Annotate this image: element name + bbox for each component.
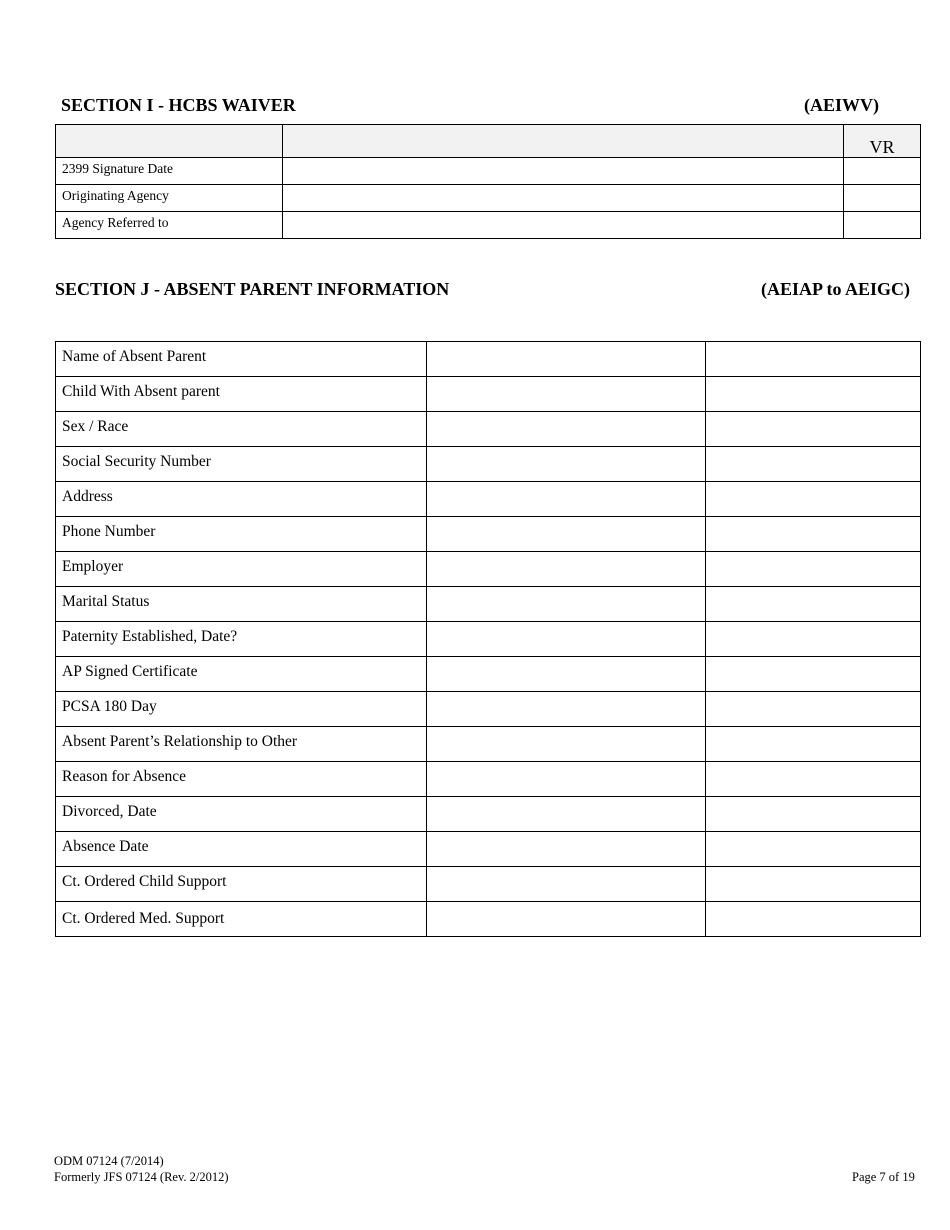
table-row xyxy=(56,867,921,902)
name-of-absent-parent-field-2[interactable] xyxy=(706,342,921,377)
table-row xyxy=(56,185,921,212)
row-label-agency-referred-to: Agency Referred to xyxy=(56,212,283,239)
agency-referred-to-field[interactable] xyxy=(283,212,844,239)
section-i-code: (AEIWV) xyxy=(804,95,879,115)
table-row xyxy=(56,412,921,447)
ct-ordered-child-support-field-1[interactable] xyxy=(427,867,706,902)
hcbs-waiver-table xyxy=(55,124,921,239)
child-with-absent-parent-field-2[interactable] xyxy=(706,377,921,412)
form-number: ODM 07124 (7/2014) xyxy=(54,1154,164,1168)
table-row xyxy=(56,552,921,587)
table-row xyxy=(56,692,921,727)
paternity-established-date-field-2[interactable] xyxy=(706,622,921,657)
address-field-2[interactable] xyxy=(706,482,921,517)
row-label-name-of-absent-parent: Name of Absent Parent xyxy=(56,342,427,377)
absence-date-field-2[interactable] xyxy=(706,832,921,867)
row-label-employer: Employer xyxy=(56,552,427,587)
header-cell xyxy=(283,125,844,158)
name-of-absent-parent-field-1[interactable] xyxy=(427,342,706,377)
employer-field-1[interactable] xyxy=(427,552,706,587)
phone-number-field-2[interactable] xyxy=(706,517,921,552)
ct-ordered-med-support-field-1[interactable] xyxy=(427,902,706,937)
table-row xyxy=(56,447,921,482)
table-row xyxy=(56,482,921,517)
row-label-signature-date: 2399 Signature Date xyxy=(56,158,283,185)
row-label-marital-status: Marital Status xyxy=(56,587,427,622)
row-label-reason-for-absence: Reason for Absence xyxy=(56,762,427,797)
table-row xyxy=(56,657,921,692)
paternity-established-date-field-1[interactable] xyxy=(427,622,706,657)
vr-header: VR xyxy=(844,125,921,158)
agency-referred-to-vr-field[interactable] xyxy=(844,212,921,239)
table-row xyxy=(56,902,921,937)
social-security-number-field-2[interactable] xyxy=(706,447,921,482)
row-label-phone-number: Phone Number xyxy=(56,517,427,552)
row-label-paternity-established-date: Paternity Established, Date? xyxy=(56,622,427,657)
row-label-social-security-number: Social Security Number xyxy=(56,447,427,482)
row-label-ct-ordered-med-support: Ct. Ordered Med. Support xyxy=(56,902,427,937)
row-label-absent-parent-s-relationship-to-other: Absent Parent’s Relationship to Other xyxy=(56,727,427,762)
absent-parent-s-relationship-to-other-field-1[interactable] xyxy=(427,727,706,762)
table-header-row xyxy=(56,125,921,158)
ap-signed-certificate-field-1[interactable] xyxy=(427,657,706,692)
ct-ordered-child-support-field-2[interactable] xyxy=(706,867,921,902)
social-security-number-field-1[interactable] xyxy=(427,447,706,482)
marital-status-field-1[interactable] xyxy=(427,587,706,622)
table-row xyxy=(56,587,921,622)
signature-date-vr-field[interactable] xyxy=(844,158,921,185)
sex-race-field-1[interactable] xyxy=(427,412,706,447)
sex-race-field-2[interactable] xyxy=(706,412,921,447)
row-label-ap-signed-certificate: AP Signed Certificate xyxy=(56,657,427,692)
originating-agency-vr-field[interactable] xyxy=(844,185,921,212)
row-label-divorced-date: Divorced, Date xyxy=(56,797,427,832)
table-row xyxy=(56,832,921,867)
child-with-absent-parent-field-1[interactable] xyxy=(427,377,706,412)
table-row xyxy=(56,517,921,552)
table-row xyxy=(56,622,921,657)
row-label-ct-ordered-child-support: Ct. Ordered Child Support xyxy=(56,867,427,902)
reason-for-absence-field-2[interactable] xyxy=(706,762,921,797)
marital-status-field-2[interactable] xyxy=(706,587,921,622)
absence-date-field-1[interactable] xyxy=(427,832,706,867)
footer-form-info xyxy=(54,1153,229,1185)
table-row xyxy=(56,158,921,185)
pcsa-180-day-field-1[interactable] xyxy=(427,692,706,727)
row-label-sex-race: Sex / Race xyxy=(56,412,427,447)
table-row xyxy=(56,797,921,832)
row-label-absence-date: Absence Date xyxy=(56,832,427,867)
table-row xyxy=(56,727,921,762)
section-j-title: SECTION J - ABSENT PARENT INFORMATION xyxy=(55,279,450,299)
table-row xyxy=(56,762,921,797)
table-row xyxy=(56,377,921,412)
formerly-form-number: Formerly JFS 07124 (Rev. 2/2012) xyxy=(54,1170,229,1184)
row-label-pcsa-180-day: PCSA 180 Day xyxy=(56,692,427,727)
absent-parent-table xyxy=(55,341,921,937)
row-label-child-with-absent-parent: Child With Absent parent xyxy=(56,377,427,412)
ct-ordered-med-support-field-2[interactable] xyxy=(706,902,921,937)
pcsa-180-day-field-2[interactable] xyxy=(706,692,921,727)
employer-field-2[interactable] xyxy=(706,552,921,587)
section-j-code: (AEIAP to AEIGC) xyxy=(761,279,911,299)
signature-date-field[interactable] xyxy=(283,158,844,185)
phone-number-field-1[interactable] xyxy=(427,517,706,552)
row-label-address: Address xyxy=(56,482,427,517)
divorced-date-field-2[interactable] xyxy=(706,797,921,832)
row-label-originating-agency: Originating Agency xyxy=(56,185,283,212)
originating-agency-field[interactable] xyxy=(283,185,844,212)
table-row xyxy=(56,212,921,239)
table-row xyxy=(56,342,921,377)
absent-parent-s-relationship-to-other-field-2[interactable] xyxy=(706,727,921,762)
divorced-date-field-1[interactable] xyxy=(427,797,706,832)
reason-for-absence-field-1[interactable] xyxy=(427,762,706,797)
ap-signed-certificate-field-2[interactable] xyxy=(706,657,921,692)
section-i-title: SECTION I - HCBS WAIVER xyxy=(61,95,296,115)
page-number: Page 7 of 19 xyxy=(852,1170,915,1184)
address-field-1[interactable] xyxy=(427,482,706,517)
header-cell xyxy=(56,125,283,158)
